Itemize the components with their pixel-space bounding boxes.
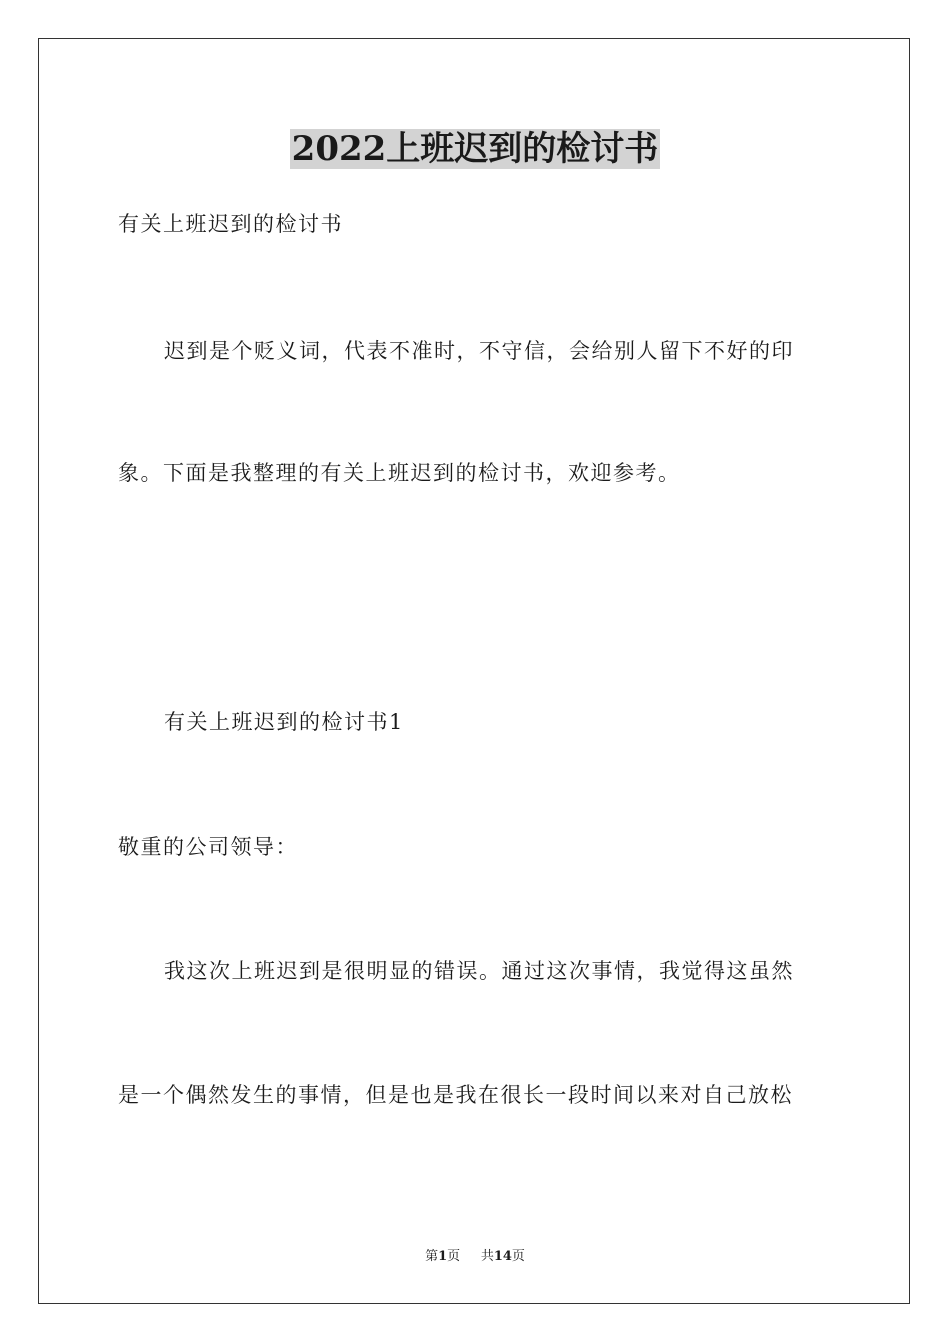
page-footer — [0, 1248, 950, 1266]
footer-page-prefix: 第 — [425, 1249, 439, 1264]
footer-page-unit: 页 — [447, 1249, 461, 1264]
footer-total-unit: 页 — [511, 1249, 525, 1264]
footer-total-prefix: 共 — [480, 1249, 494, 1264]
section-heading: 有关上班迟到的检讨书1 — [164, 710, 404, 734]
body-paragraph-line-2: 是一个偶然发生的事情，但是也是我在很长一段时间以来对自己放松 — [118, 1083, 793, 1107]
body-paragraph-line-1: 我这次上班迟到是很明显的错误。通过这次事情，我觉得这虽然 — [164, 959, 794, 983]
intro-paragraph-line-1: 迟到是个贬义词，代表不准时，不守信，会给别人留下不好的印 — [164, 339, 794, 363]
document-title-text: 2022上班迟到的检讨书 — [291, 129, 659, 169]
intro-paragraph-line-2: 象。下面是我整理的有关上班迟到的检讨书，欢迎参考。 — [118, 461, 681, 485]
footer-total-pages: 14 — [493, 1249, 512, 1264]
footer-page-number: 1 — [438, 1249, 448, 1264]
salutation: 敬重的公司领导： — [118, 835, 298, 859]
document-subtitle: 有关上班迟到的检讨书 — [118, 212, 343, 236]
document-title — [0, 127, 950, 171]
